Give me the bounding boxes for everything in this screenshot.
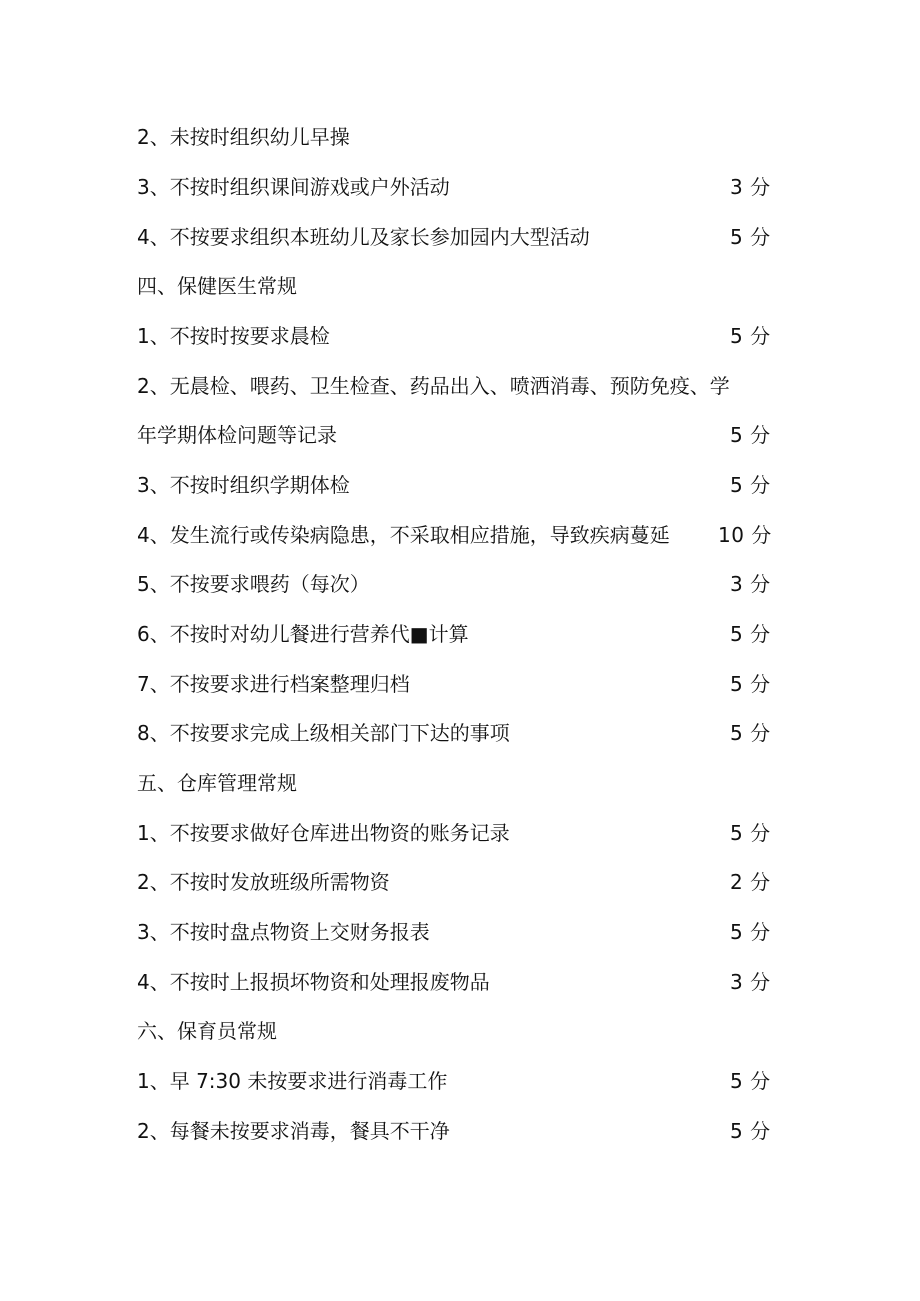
item-text: 3、不按时盘点物资上交财务报表 — [137, 920, 430, 944]
item-score: 5 分 — [730, 920, 771, 944]
item-text: 3、不按时组织课间游戏或户外活动 — [137, 175, 450, 199]
item-score: 5 分 — [730, 1119, 771, 1143]
item-text: 1、早 7:30 未按要求进行消毒工作 — [137, 1069, 448, 1093]
item-score: 5 分 — [730, 423, 771, 447]
heading-text: 四、保健医生常规 — [137, 274, 297, 298]
item-score: 3 分 — [730, 970, 771, 994]
item-score: 5 分 — [730, 1069, 771, 1093]
item-score: 3 分 — [730, 175, 771, 199]
list-item — [137, 718, 787, 748]
item-score: 5 分 — [730, 672, 771, 696]
item-score: 3 分 — [730, 572, 771, 596]
list-item — [137, 122, 787, 152]
section-heading — [137, 1016, 787, 1046]
item-text: 4、发生流行或传染病隐患，不采取相应措施，导致疾病蔓延 — [137, 523, 670, 547]
item-text: 5、不按要求喂药（每次） — [137, 572, 370, 596]
section-heading — [137, 271, 787, 301]
item-text: 2、无晨检、喂药、卫生检查、药品出入、喷洒消毒、预防免疫、学 — [137, 374, 730, 398]
item-text: 年学期体检问题等记录 — [137, 423, 337, 447]
list-item — [137, 172, 787, 202]
list-item — [137, 967, 787, 997]
list-item — [137, 818, 787, 848]
list-item — [137, 1066, 787, 1096]
list-item — [137, 1116, 787, 1146]
item-text: 2、不按时发放班级所需物资 — [137, 870, 390, 894]
section-heading — [137, 768, 787, 798]
list-item-continuation — [137, 420, 787, 450]
item-text: 1、不按要求做好仓库进出物资的账务记录 — [137, 821, 510, 845]
item-score: 10 分 — [718, 523, 772, 547]
list-item — [137, 569, 787, 599]
item-score: 2 分 — [730, 870, 771, 894]
item-score: 5 分 — [730, 821, 771, 845]
item-text: 4、不按要求组织本班幼儿及家长参加园内大型活动 — [137, 225, 590, 249]
list-item — [137, 470, 787, 500]
item-text: 8、不按要求完成上级相关部门下达的事项 — [137, 721, 510, 745]
item-score: 5 分 — [730, 324, 771, 348]
list-item — [137, 371, 787, 401]
list-item — [137, 917, 787, 947]
list-item — [137, 867, 787, 897]
item-text: 1、不按时按要求晨检 — [137, 324, 330, 348]
item-text: 2、未按时组织幼儿早操 — [137, 125, 350, 149]
item-text: 2、每餐未按要求消毒，餐具不干净 — [137, 1119, 450, 1143]
list-item — [137, 520, 787, 550]
item-text: 3、不按时组织学期体检 — [137, 473, 350, 497]
list-item — [137, 321, 787, 351]
heading-text: 五、仓库管理常规 — [137, 771, 297, 795]
item-score: 5 分 — [730, 622, 771, 646]
list-item — [137, 619, 787, 649]
heading-text: 六、保育员常规 — [137, 1019, 277, 1043]
item-text: 4、不按时上报损坏物资和处理报废物品 — [137, 970, 490, 994]
item-score: 5 分 — [730, 225, 771, 249]
list-item — [137, 669, 787, 699]
item-text: 7、不按要求进行档案整理归档 — [137, 672, 410, 696]
item-text: 6、不按时对幼儿餐进行营养代■计算 — [137, 622, 469, 646]
list-item — [137, 222, 787, 252]
item-score: 5 分 — [730, 473, 771, 497]
item-score: 5 分 — [730, 721, 771, 745]
